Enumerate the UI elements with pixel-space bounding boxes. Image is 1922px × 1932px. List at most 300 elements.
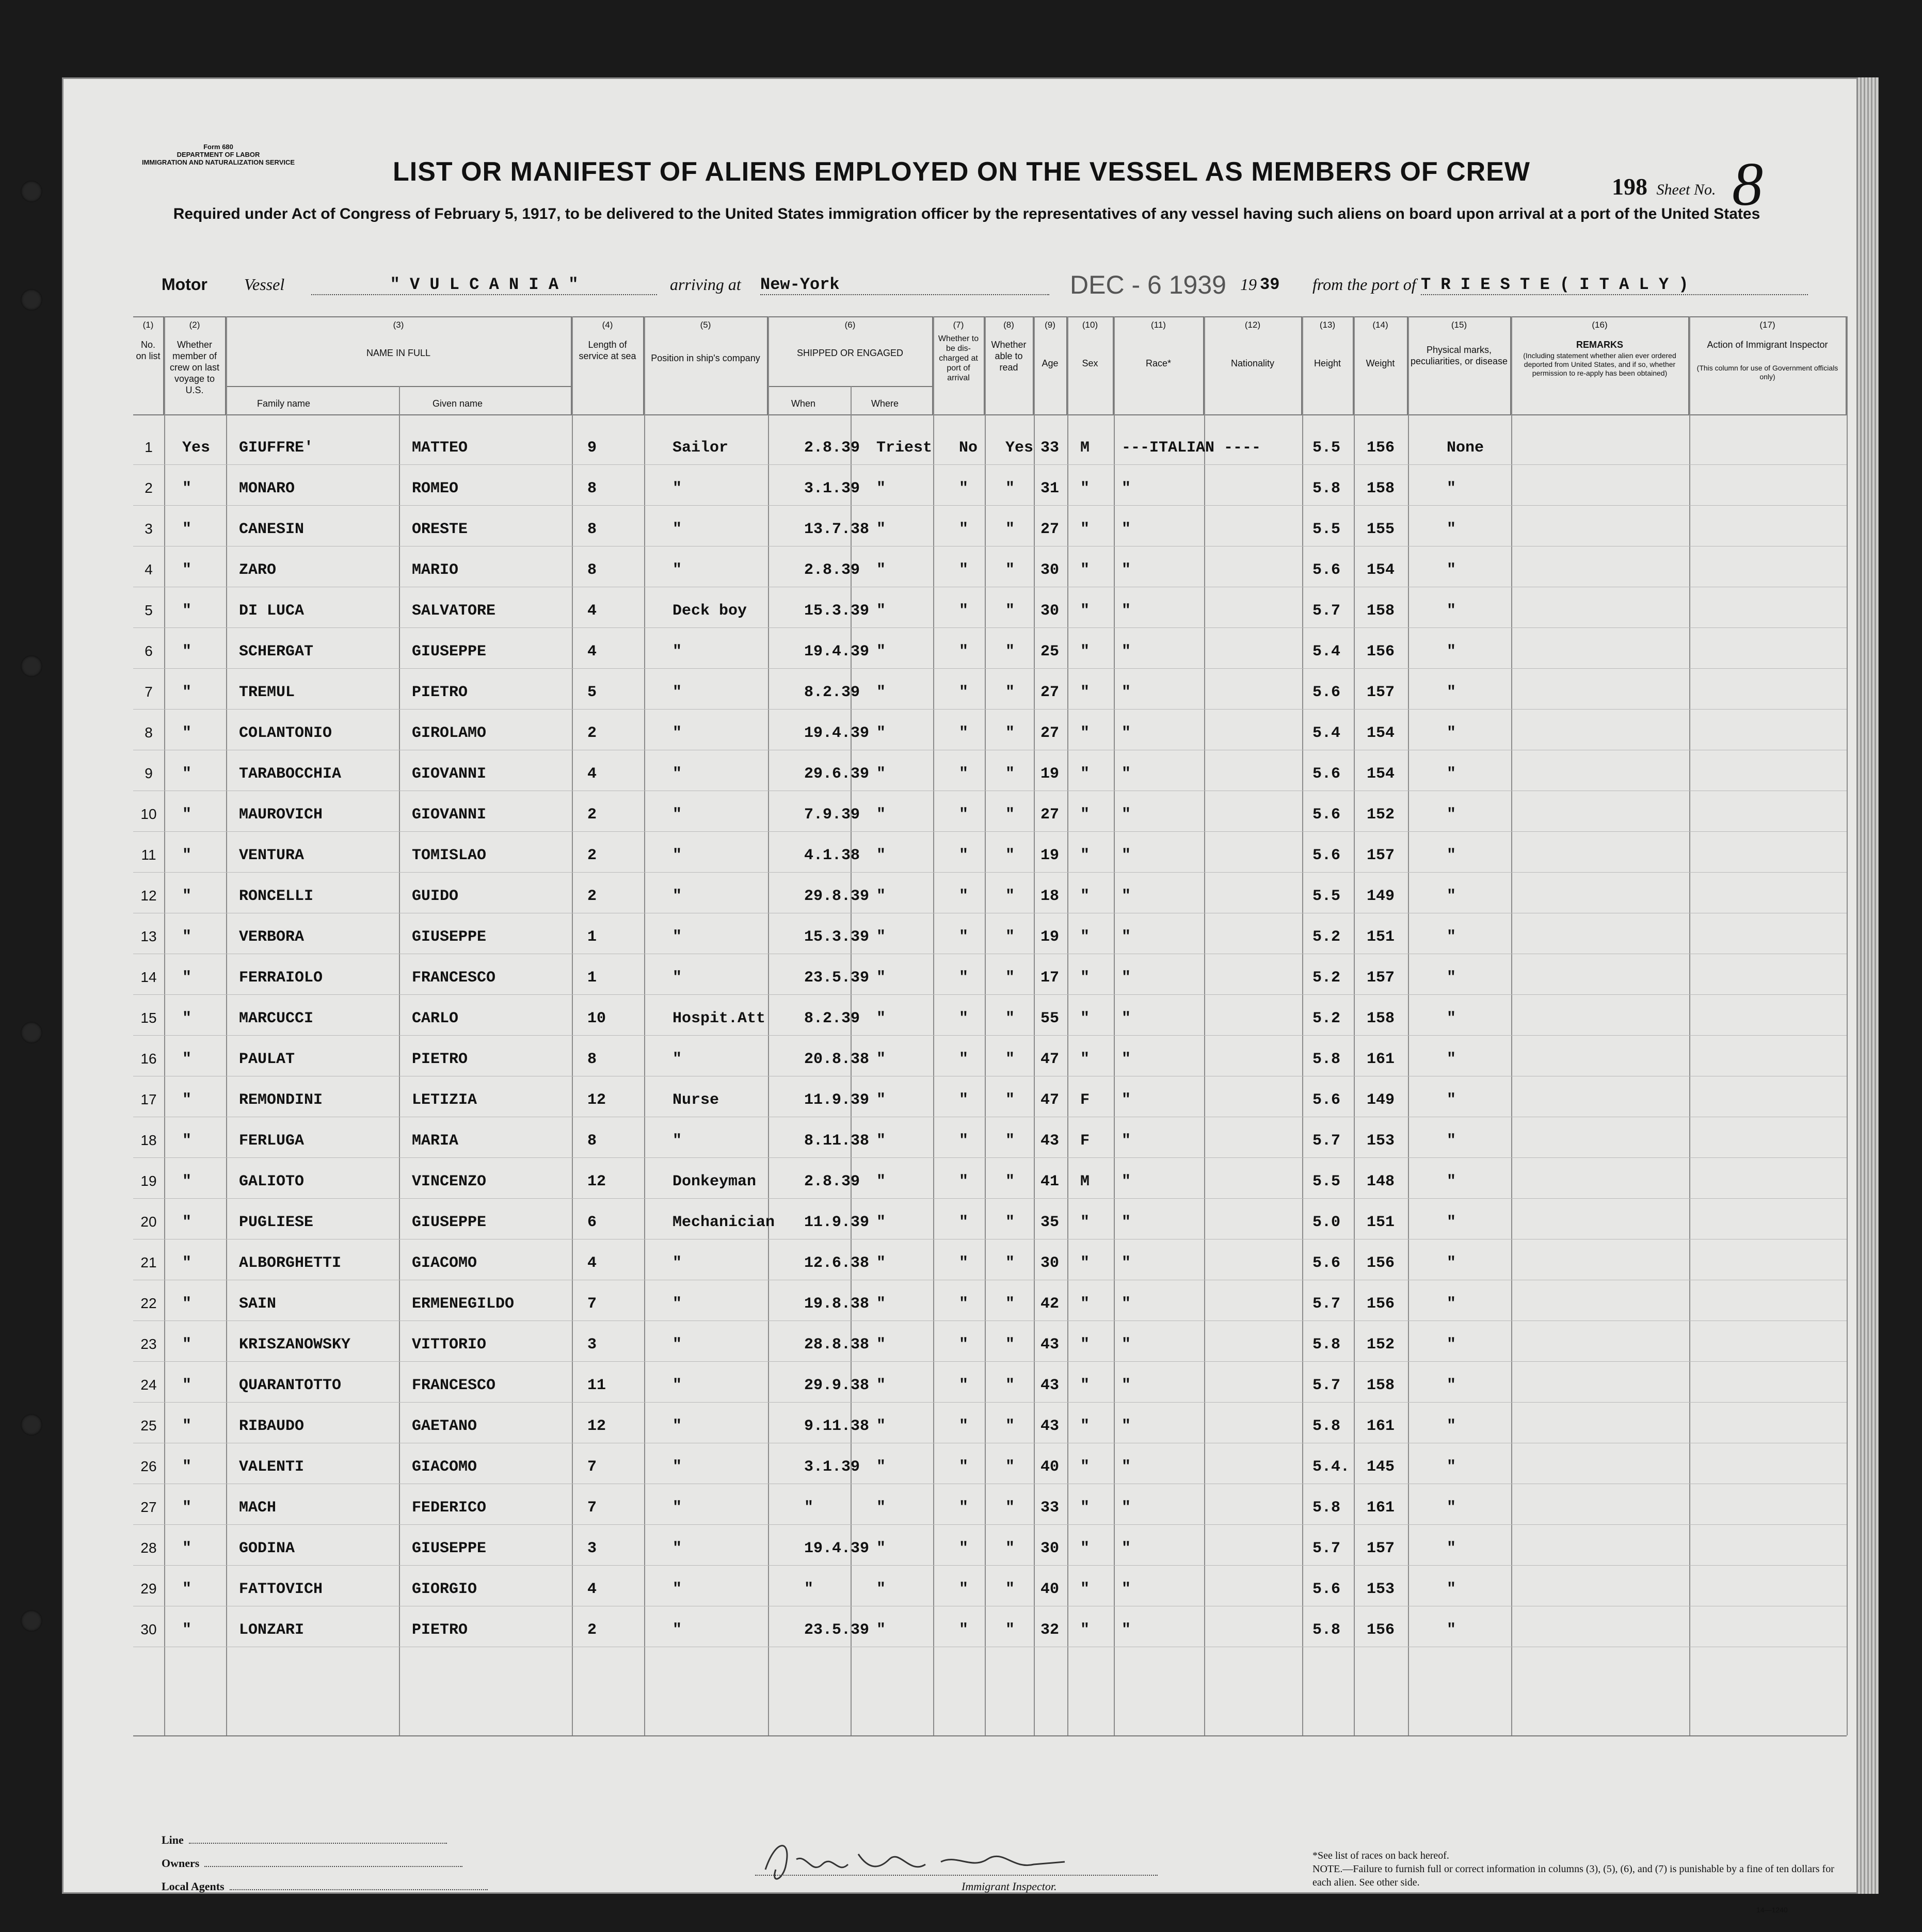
physical-marks: " bbox=[1447, 1458, 1456, 1476]
weight: 158 bbox=[1367, 602, 1395, 620]
shipped-when: 4.1.38 bbox=[804, 847, 860, 864]
table-row bbox=[133, 1607, 1847, 1648]
physical-marks: " bbox=[1447, 765, 1456, 783]
shipped-when: 23.5.39 bbox=[804, 969, 870, 987]
punch-hole bbox=[21, 289, 42, 311]
vessel-name: " V U L C A N I A " bbox=[311, 275, 657, 295]
physical-marks: " bbox=[1447, 1377, 1456, 1394]
weight: 156 bbox=[1367, 1254, 1395, 1272]
crew-last-voyage: " bbox=[182, 643, 192, 661]
position: Donkeyman bbox=[672, 1173, 757, 1190]
height: 5.6 bbox=[1312, 684, 1341, 701]
table-row bbox=[133, 1199, 1847, 1240]
race: " bbox=[1122, 602, 1131, 620]
sex: " bbox=[1080, 521, 1090, 538]
crew-last-voyage: " bbox=[182, 1254, 192, 1272]
family-name: RONCELLI bbox=[239, 888, 314, 905]
family-name: GODINA bbox=[239, 1540, 295, 1557]
sex: " bbox=[1080, 1295, 1090, 1313]
table-row bbox=[133, 425, 1847, 465]
discharged: " bbox=[959, 643, 969, 661]
weight: 155 bbox=[1367, 521, 1395, 538]
shipped-where: " bbox=[876, 969, 886, 987]
table-row bbox=[133, 1158, 1847, 1199]
length-of-service: 7 bbox=[587, 1295, 597, 1313]
sex: " bbox=[1080, 643, 1090, 661]
weight: 161 bbox=[1367, 1418, 1395, 1435]
table-row bbox=[133, 832, 1847, 873]
shipped-when: 23.5.39 bbox=[804, 1621, 870, 1639]
able-to-read: " bbox=[1005, 684, 1015, 701]
vessel-line bbox=[162, 270, 1792, 301]
race: " bbox=[1122, 1254, 1131, 1272]
given-name: FRANCESCO bbox=[412, 969, 496, 987]
height: 5.5 bbox=[1312, 888, 1341, 905]
discharged: " bbox=[959, 888, 969, 905]
age: 32 bbox=[1040, 1621, 1060, 1639]
length-of-service: 4 bbox=[587, 602, 597, 620]
physical-marks: " bbox=[1447, 684, 1456, 701]
footer-line: Line bbox=[162, 1833, 447, 1847]
shipped-when: 7.9.39 bbox=[804, 806, 860, 824]
position: " bbox=[672, 1418, 682, 1435]
row-no: 11 bbox=[141, 847, 156, 863]
page-edge bbox=[1858, 77, 1879, 1894]
position: " bbox=[672, 1540, 682, 1557]
age: 19 bbox=[1040, 765, 1060, 783]
race: " bbox=[1122, 643, 1131, 661]
length-of-service: 11 bbox=[587, 1377, 606, 1394]
date-stamp: DEC - 6 1939 bbox=[1070, 270, 1226, 299]
crew-last-voyage: " bbox=[182, 1336, 192, 1354]
race: " bbox=[1122, 1499, 1131, 1517]
physical-marks: " bbox=[1447, 480, 1456, 497]
length-of-service: 9 bbox=[587, 439, 597, 457]
shipped-where: " bbox=[876, 1091, 886, 1109]
weight: 158 bbox=[1367, 1010, 1395, 1027]
family-name: CANESIN bbox=[239, 521, 305, 538]
family-name: ZARO bbox=[239, 561, 277, 579]
crew-last-voyage: " bbox=[182, 684, 192, 701]
age: 17 bbox=[1040, 969, 1060, 987]
discharged: " bbox=[959, 928, 969, 946]
length-of-service: 12 bbox=[587, 1091, 606, 1109]
table-row bbox=[133, 1362, 1847, 1403]
sex: M bbox=[1080, 1173, 1090, 1190]
col-header-race: (11) Race* bbox=[1114, 316, 1204, 414]
shipped-when: 19.4.39 bbox=[804, 1540, 870, 1557]
position: " bbox=[672, 1295, 682, 1313]
sex: " bbox=[1080, 806, 1090, 824]
height: 5.7 bbox=[1312, 1295, 1341, 1313]
height: 5.4 bbox=[1312, 725, 1341, 742]
row-no: 2 bbox=[145, 480, 153, 496]
shipped-when: " bbox=[804, 1499, 814, 1517]
shipped-where: Triest bbox=[876, 439, 933, 457]
length-of-service: 4 bbox=[587, 765, 597, 783]
length-of-service: 1 bbox=[587, 928, 597, 946]
physical-marks: " bbox=[1447, 888, 1456, 905]
discharged: " bbox=[959, 1581, 969, 1598]
discharged: " bbox=[959, 1214, 969, 1231]
crew-last-voyage: " bbox=[182, 1010, 192, 1027]
footer-owners: Owners bbox=[162, 1857, 462, 1870]
able-to-read: " bbox=[1005, 1010, 1015, 1027]
race: " bbox=[1122, 1621, 1131, 1639]
age: 19 bbox=[1040, 847, 1060, 864]
row-rule bbox=[133, 464, 1847, 465]
row-no: 4 bbox=[145, 561, 153, 577]
shipped-where: " bbox=[876, 1214, 886, 1231]
given-name: GUIDO bbox=[412, 888, 459, 905]
able-to-read: " bbox=[1005, 969, 1015, 987]
weight: 161 bbox=[1367, 1051, 1395, 1068]
crew-last-voyage: " bbox=[182, 1051, 192, 1068]
row-no: 27 bbox=[140, 1499, 157, 1515]
age: 42 bbox=[1040, 1295, 1060, 1313]
age: 43 bbox=[1040, 1132, 1060, 1150]
row-no: 26 bbox=[140, 1458, 157, 1474]
age: 18 bbox=[1040, 888, 1060, 905]
shipped-when: 8.2.39 bbox=[804, 684, 860, 701]
shipped-where: " bbox=[876, 765, 886, 783]
race: " bbox=[1122, 684, 1131, 701]
physical-marks: " bbox=[1447, 928, 1456, 946]
footer-agents: Local Agents bbox=[162, 1880, 488, 1893]
table-row bbox=[133, 1485, 1847, 1525]
able-to-read: " bbox=[1005, 928, 1015, 946]
shipped-where: " bbox=[876, 928, 886, 946]
crew-last-voyage: Yes bbox=[182, 439, 211, 457]
sex: " bbox=[1080, 480, 1090, 497]
family-name: KRISZANOWSKY bbox=[239, 1336, 351, 1354]
race: " bbox=[1122, 1458, 1131, 1476]
sex: " bbox=[1080, 1010, 1090, 1027]
position: Sailor bbox=[672, 439, 729, 457]
discharged: " bbox=[959, 521, 969, 538]
height: 5.2 bbox=[1312, 969, 1341, 987]
physical-marks: " bbox=[1447, 1499, 1456, 1517]
given-name: MARIA bbox=[412, 1132, 459, 1150]
crew-last-voyage: " bbox=[182, 1132, 192, 1150]
height: 5.4. bbox=[1312, 1458, 1350, 1476]
shipped-where: " bbox=[876, 1377, 886, 1394]
row-no: 15 bbox=[140, 1010, 157, 1026]
given-name: VINCENZO bbox=[412, 1173, 487, 1190]
form-number: Form 680 bbox=[203, 143, 233, 151]
shipped-when: 8.2.39 bbox=[804, 1010, 860, 1027]
height: 5.6 bbox=[1312, 847, 1341, 864]
shipped-when: 29.9.38 bbox=[804, 1377, 870, 1394]
position: " bbox=[672, 1051, 682, 1068]
sex: " bbox=[1080, 1214, 1090, 1231]
shipped-when: 2.8.39 bbox=[804, 439, 860, 457]
col-header-height: (13) Height bbox=[1302, 316, 1354, 414]
race: " bbox=[1122, 561, 1131, 579]
length-of-service: 8 bbox=[587, 561, 597, 579]
physical-marks: " bbox=[1447, 1621, 1456, 1639]
physical-marks: " bbox=[1447, 602, 1456, 620]
position: " bbox=[672, 969, 682, 987]
physical-marks: " bbox=[1447, 1254, 1456, 1272]
sex: " bbox=[1080, 1540, 1090, 1557]
punch-hole bbox=[21, 655, 42, 677]
col-header-no: (1) No. on list bbox=[133, 316, 164, 414]
weight: 156 bbox=[1367, 439, 1395, 457]
row-no: 30 bbox=[140, 1621, 157, 1637]
shipped-where: " bbox=[876, 1458, 886, 1476]
crew-last-voyage: " bbox=[182, 1295, 192, 1313]
shipped-when: 29.8.39 bbox=[804, 888, 870, 905]
row-no: 9 bbox=[145, 765, 153, 781]
table-row bbox=[133, 1036, 1847, 1077]
position: " bbox=[672, 1132, 682, 1150]
row-rule bbox=[133, 1565, 1847, 1566]
length-of-service: 2 bbox=[587, 888, 597, 905]
table-row bbox=[133, 1525, 1847, 1566]
weight: 156 bbox=[1367, 1295, 1395, 1313]
given-name: MARIO bbox=[412, 561, 459, 579]
height: 5.5 bbox=[1312, 1173, 1341, 1190]
age: 30 bbox=[1040, 602, 1060, 620]
weight: 154 bbox=[1367, 561, 1395, 579]
crew-last-voyage: " bbox=[182, 765, 192, 783]
position: " bbox=[672, 561, 682, 579]
given-name: LETIZIA bbox=[412, 1091, 477, 1109]
able-to-read: " bbox=[1005, 480, 1015, 497]
row-no: 24 bbox=[140, 1377, 157, 1393]
given-name: GIOVANNI bbox=[412, 765, 487, 783]
able-to-read: " bbox=[1005, 521, 1015, 538]
row-rule bbox=[133, 668, 1847, 669]
shipped-where: " bbox=[876, 521, 886, 538]
height: 5.8 bbox=[1312, 1621, 1341, 1639]
shipped-when: 15.3.39 bbox=[804, 928, 870, 946]
row-no: 23 bbox=[140, 1336, 157, 1352]
manifest-table bbox=[133, 316, 1847, 1735]
col-header-name: (3) NAME IN FULL Family name Given name bbox=[226, 316, 572, 414]
col-header-nationality: (12) Nationality bbox=[1204, 316, 1302, 414]
crew-last-voyage: " bbox=[182, 888, 192, 905]
row-no: 29 bbox=[140, 1581, 157, 1597]
race: " bbox=[1122, 1540, 1131, 1557]
age: 31 bbox=[1040, 480, 1060, 497]
position: " bbox=[672, 1336, 682, 1354]
race: " bbox=[1122, 1173, 1131, 1190]
arriving-port: New-York bbox=[760, 275, 1049, 295]
height: 5.5 bbox=[1312, 521, 1341, 538]
manifest-sheet bbox=[62, 77, 1858, 1914]
race: " bbox=[1122, 1377, 1131, 1394]
signature-line bbox=[755, 1875, 1158, 1876]
shipped-where: " bbox=[876, 561, 886, 579]
table-row bbox=[133, 995, 1847, 1036]
physical-marks: None bbox=[1447, 439, 1484, 457]
row-rule bbox=[133, 1157, 1847, 1158]
position: " bbox=[672, 725, 682, 742]
discharged: No bbox=[959, 439, 978, 457]
family-name: FERRAIOLO bbox=[239, 969, 323, 987]
vessel-type: Motor bbox=[162, 275, 207, 294]
height: 5.2 bbox=[1312, 1010, 1341, 1027]
family-name: TARABOCCHIA bbox=[239, 765, 342, 783]
table-row bbox=[133, 588, 1847, 629]
physical-marks: " bbox=[1447, 643, 1456, 661]
crew-last-voyage: " bbox=[182, 1173, 192, 1190]
shipped-when: 8.11.38 bbox=[804, 1132, 870, 1150]
able-to-read: " bbox=[1005, 1214, 1015, 1231]
col-header-age: (9) Age bbox=[1034, 316, 1067, 414]
position: Nurse bbox=[672, 1091, 719, 1109]
shipped-where: " bbox=[876, 1051, 886, 1068]
shipped-when: 19.4.39 bbox=[804, 725, 870, 742]
discharged: " bbox=[959, 1418, 969, 1435]
sex: " bbox=[1080, 1458, 1090, 1476]
weight: 161 bbox=[1367, 1499, 1395, 1517]
weight: 154 bbox=[1367, 765, 1395, 783]
height: 5.6 bbox=[1312, 1254, 1341, 1272]
shipped-where: " bbox=[876, 1173, 886, 1190]
able-to-read: " bbox=[1005, 1336, 1015, 1354]
shipped-where: " bbox=[876, 684, 886, 701]
given-name: CARLO bbox=[412, 1010, 459, 1027]
table-row bbox=[133, 1077, 1847, 1118]
family-name: MARCUCCI bbox=[239, 1010, 314, 1027]
table-row bbox=[133, 1240, 1847, 1281]
from-port-label: from the port of bbox=[1312, 275, 1416, 294]
row-no: 1 bbox=[145, 439, 153, 455]
physical-marks: " bbox=[1447, 561, 1456, 579]
table-row bbox=[133, 1281, 1847, 1322]
table-row bbox=[133, 1444, 1847, 1485]
given-name: GIUSEPPE bbox=[412, 643, 487, 661]
family-name: COLANTONIO bbox=[239, 725, 332, 742]
sex: " bbox=[1080, 561, 1090, 579]
physical-marks: " bbox=[1447, 725, 1456, 742]
physical-marks: " bbox=[1447, 1051, 1456, 1068]
family-name: QUARANTOTTO bbox=[239, 1377, 342, 1394]
discharged: " bbox=[959, 1621, 969, 1639]
physical-marks: " bbox=[1447, 1581, 1456, 1598]
race: " bbox=[1122, 1091, 1131, 1109]
age: 27 bbox=[1040, 521, 1060, 538]
given-name: GIORGIO bbox=[412, 1581, 477, 1598]
sex: " bbox=[1080, 969, 1090, 987]
race: " bbox=[1122, 1010, 1131, 1027]
shipped-where: " bbox=[876, 1581, 886, 1598]
crew-last-voyage: " bbox=[182, 1621, 192, 1639]
position: Deck boy bbox=[672, 602, 747, 620]
position: " bbox=[672, 480, 682, 497]
able-to-read: " bbox=[1005, 602, 1015, 620]
row-no: 16 bbox=[140, 1051, 157, 1067]
weight: 149 bbox=[1367, 888, 1395, 905]
height: 5.6 bbox=[1312, 1581, 1341, 1598]
col-header-remarks: (16) REMARKS (Including statement whether alien ever ordered deported from United States, and if so, whether permission to re-apply has been obtained) bbox=[1511, 316, 1689, 414]
physical-marks: " bbox=[1447, 969, 1456, 987]
family-name: DI LUCA bbox=[239, 602, 305, 620]
shipped-when: 15.3.39 bbox=[804, 602, 870, 620]
race: " bbox=[1122, 969, 1131, 987]
age: 40 bbox=[1040, 1458, 1060, 1476]
age: 27 bbox=[1040, 725, 1060, 742]
row-no: 8 bbox=[145, 725, 153, 740]
fine-note: NOTE.—Failure to furnish full or correct information in columns (3), (5), (6), and (7) is punishable by a fine of ten dollars for each alien. See other side. bbox=[1312, 1863, 1834, 1888]
col-header-weight: (14) Weight bbox=[1354, 316, 1408, 414]
discharged: " bbox=[959, 806, 969, 824]
able-to-read: " bbox=[1005, 1132, 1015, 1150]
discharged: " bbox=[959, 1295, 969, 1313]
position: " bbox=[672, 1377, 682, 1394]
sex: F bbox=[1080, 1091, 1090, 1109]
discharged: " bbox=[959, 1458, 969, 1476]
able-to-read: " bbox=[1005, 888, 1015, 905]
shipped-where: " bbox=[876, 602, 886, 620]
discharged: " bbox=[959, 684, 969, 701]
position: " bbox=[672, 888, 682, 905]
punch-hole bbox=[21, 1414, 42, 1436]
height: 5.4 bbox=[1312, 643, 1341, 661]
physical-marks: " bbox=[1447, 1540, 1456, 1557]
row-rule bbox=[133, 994, 1847, 995]
weight: 149 bbox=[1367, 1091, 1395, 1109]
family-name: VENTURA bbox=[239, 847, 305, 864]
crew-last-voyage: " bbox=[182, 1377, 192, 1394]
position: " bbox=[672, 1499, 682, 1517]
age: 35 bbox=[1040, 1214, 1060, 1231]
sex: " bbox=[1080, 1377, 1090, 1394]
arriving-label: arriving at bbox=[670, 275, 741, 294]
sex: " bbox=[1080, 1051, 1090, 1068]
able-to-read: " bbox=[1005, 1418, 1015, 1435]
weight: 145 bbox=[1367, 1458, 1395, 1476]
table-row bbox=[133, 669, 1847, 710]
shipped-where: " bbox=[876, 1295, 886, 1313]
footer-notes bbox=[1312, 1849, 1854, 1889]
sheet-number: 8 bbox=[1732, 150, 1763, 218]
discharged: " bbox=[959, 1499, 969, 1517]
row-no: 19 bbox=[140, 1173, 157, 1189]
shipped-where: " bbox=[876, 1621, 886, 1639]
weight: 148 bbox=[1367, 1173, 1395, 1190]
length-of-service: 1 bbox=[587, 969, 597, 987]
physical-marks: " bbox=[1447, 1132, 1456, 1150]
able-to-read: " bbox=[1005, 1581, 1015, 1598]
shipped-where: " bbox=[876, 847, 886, 864]
height: 5.0 bbox=[1312, 1214, 1341, 1231]
family-name: LONZARI bbox=[239, 1621, 305, 1639]
height: 5.7 bbox=[1312, 1377, 1341, 1394]
department-name: DEPARTMENT OF LABOR bbox=[177, 151, 260, 158]
discharged: " bbox=[959, 1091, 969, 1109]
length-of-service: 8 bbox=[587, 480, 597, 497]
shipped-where: " bbox=[876, 1418, 886, 1435]
age: 43 bbox=[1040, 1336, 1060, 1354]
row-no: 18 bbox=[140, 1132, 157, 1148]
race: " bbox=[1122, 847, 1131, 864]
crew-last-voyage: " bbox=[182, 969, 192, 987]
discharged: " bbox=[959, 1051, 969, 1068]
sex: " bbox=[1080, 888, 1090, 905]
race: " bbox=[1122, 480, 1131, 497]
position: " bbox=[672, 1621, 682, 1639]
shipped-when: 13.7.38 bbox=[804, 521, 870, 538]
family-name: ALBORGHETTI bbox=[239, 1254, 342, 1272]
able-to-read: " bbox=[1005, 1377, 1015, 1394]
height: 5.6 bbox=[1312, 561, 1341, 579]
given-name: MATTEO bbox=[412, 439, 468, 457]
given-name: GAETANO bbox=[412, 1418, 477, 1435]
